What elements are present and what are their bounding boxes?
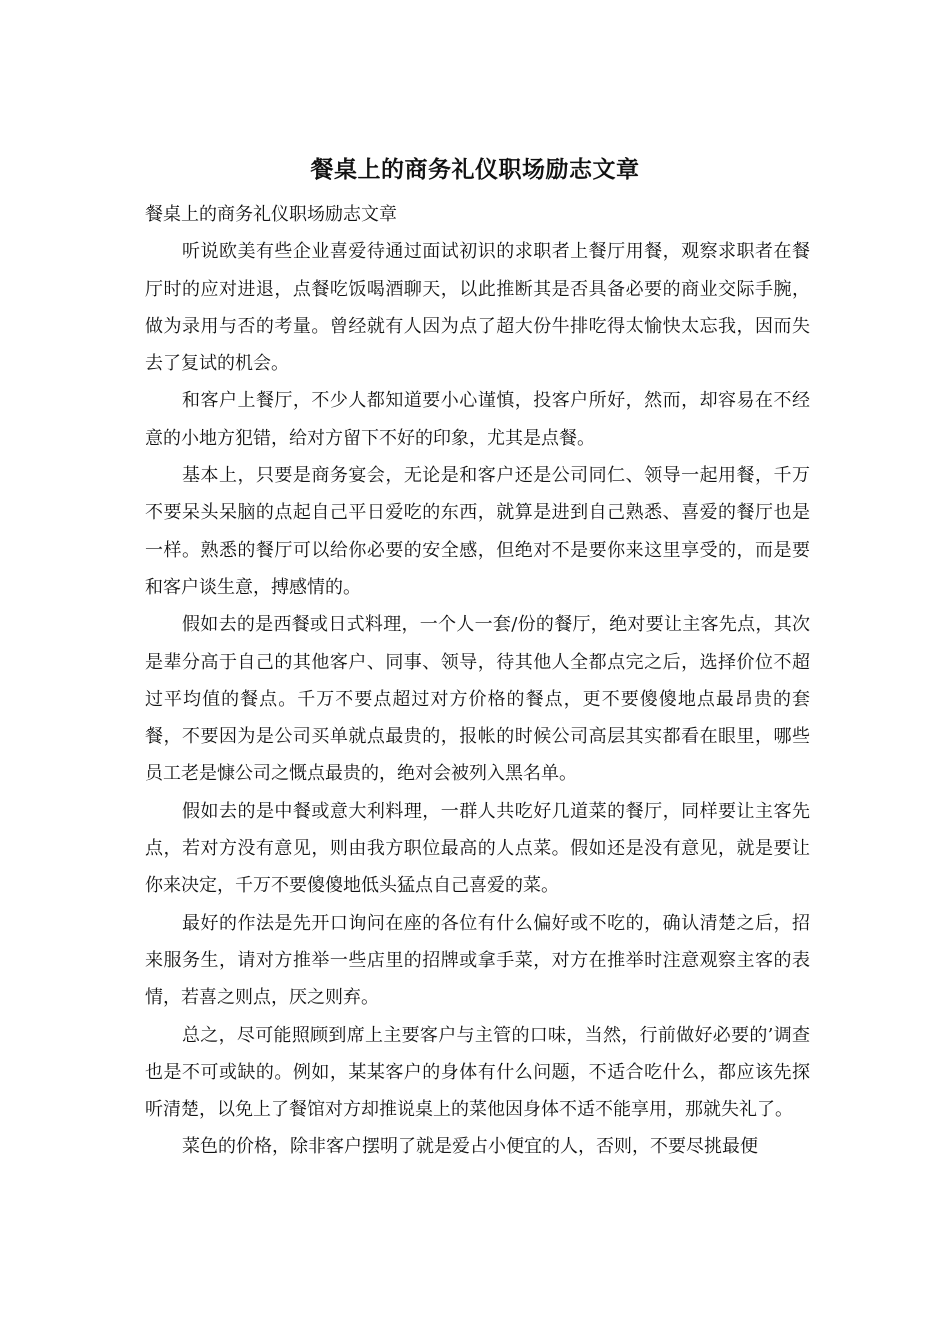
document-subtitle: 餐桌上的商务礼仪职场励志文章	[145, 204, 397, 225]
document-title: 餐桌上的商务礼仪职场励志文章	[310, 156, 640, 183]
paragraph: 和客户上餐厅，不少人都知道要小心谨慎，投客户所好，然而，却容易在不经意的小地方犯错，给对方留下不好的印象，尤其是点餐。	[145, 390, 810, 449]
paragraph: 最好的作法是先开口询问在座的各位有什么偏好或不吃的，确认清楚之后，招来服务生，请对方推举一些店里的招牌或拿手菜，对方在推举时注意观察主客的表情，若喜之则点，厌之则弃。	[145, 912, 810, 1009]
document-body	[145, 196, 810, 1166]
paragraph: 假如去的是中餐或意大利料理，一群人共吃好几道菜的餐厅，同样要让主客先点，若对方没有意见，则由我方职位最高的人点菜。假如还是没有意见，就是要让你来决定，千万不要傻傻地低头猛点自己喜爱的菜。	[145, 800, 810, 897]
paragraph: 基本上，只要是商务宴会，无论是和客户还是公司同仁、领导一起用餐，千万不要呆头呆脑的点起自己平日爱吃的东西，就算是进到自己熟悉、喜爱的餐厅也是一样。熟悉的餐厅可以给你必要的安全感，但绝对不是要你来这里享受的，而是要和客户谈生意，搏感情的。	[145, 465, 810, 598]
paragraph: 假如去的是西餐或日式料理，一个人一套/份的餐厅，绝对要让主客先点，其次是辈分高于自己的其他客户、同事、领导，待其他人全都点完之后，选择价位不超过平均值的餐点。千万不要点超过对方价格的餐点，更不要傻傻地点最昂贵的套餐，不要因为是公司买单就点最贵的，报帐的时候公司高层其实都看在眼里，哪些员工老是慷公司之慨点最贵的，绝对会被列入黑名单。	[145, 614, 810, 785]
paragraph: 菜色的价格，除非客户摆明了就是爱占小便宜的人，否则，不要尽挑最便	[182, 1136, 758, 1158]
paragraph: 总之，尽可能照顾到席上主要客户与主管的口味，当然，行前做好必要的’调查也是不可或缺的。例如，某某客户的身体有什么问题，不适合吃什么，都应该先探听清楚，以免上了餐馆对方却推说桌上的菜他因身体不适不能享用，那就失礼了。	[145, 1024, 810, 1121]
paragraph: 听说欧美有些企业喜爱待通过面试初识的求职者上餐厅用餐，观察求职者在餐厅时的应对进退，点餐吃饭喝酒聊天，以此推断其是否具备必要的商业交际手腕，做为录用与否的考量。曾经就有人因为点了超大份牛排吃得太愉快太忘我，因而失去了复试的机会。	[145, 241, 810, 375]
